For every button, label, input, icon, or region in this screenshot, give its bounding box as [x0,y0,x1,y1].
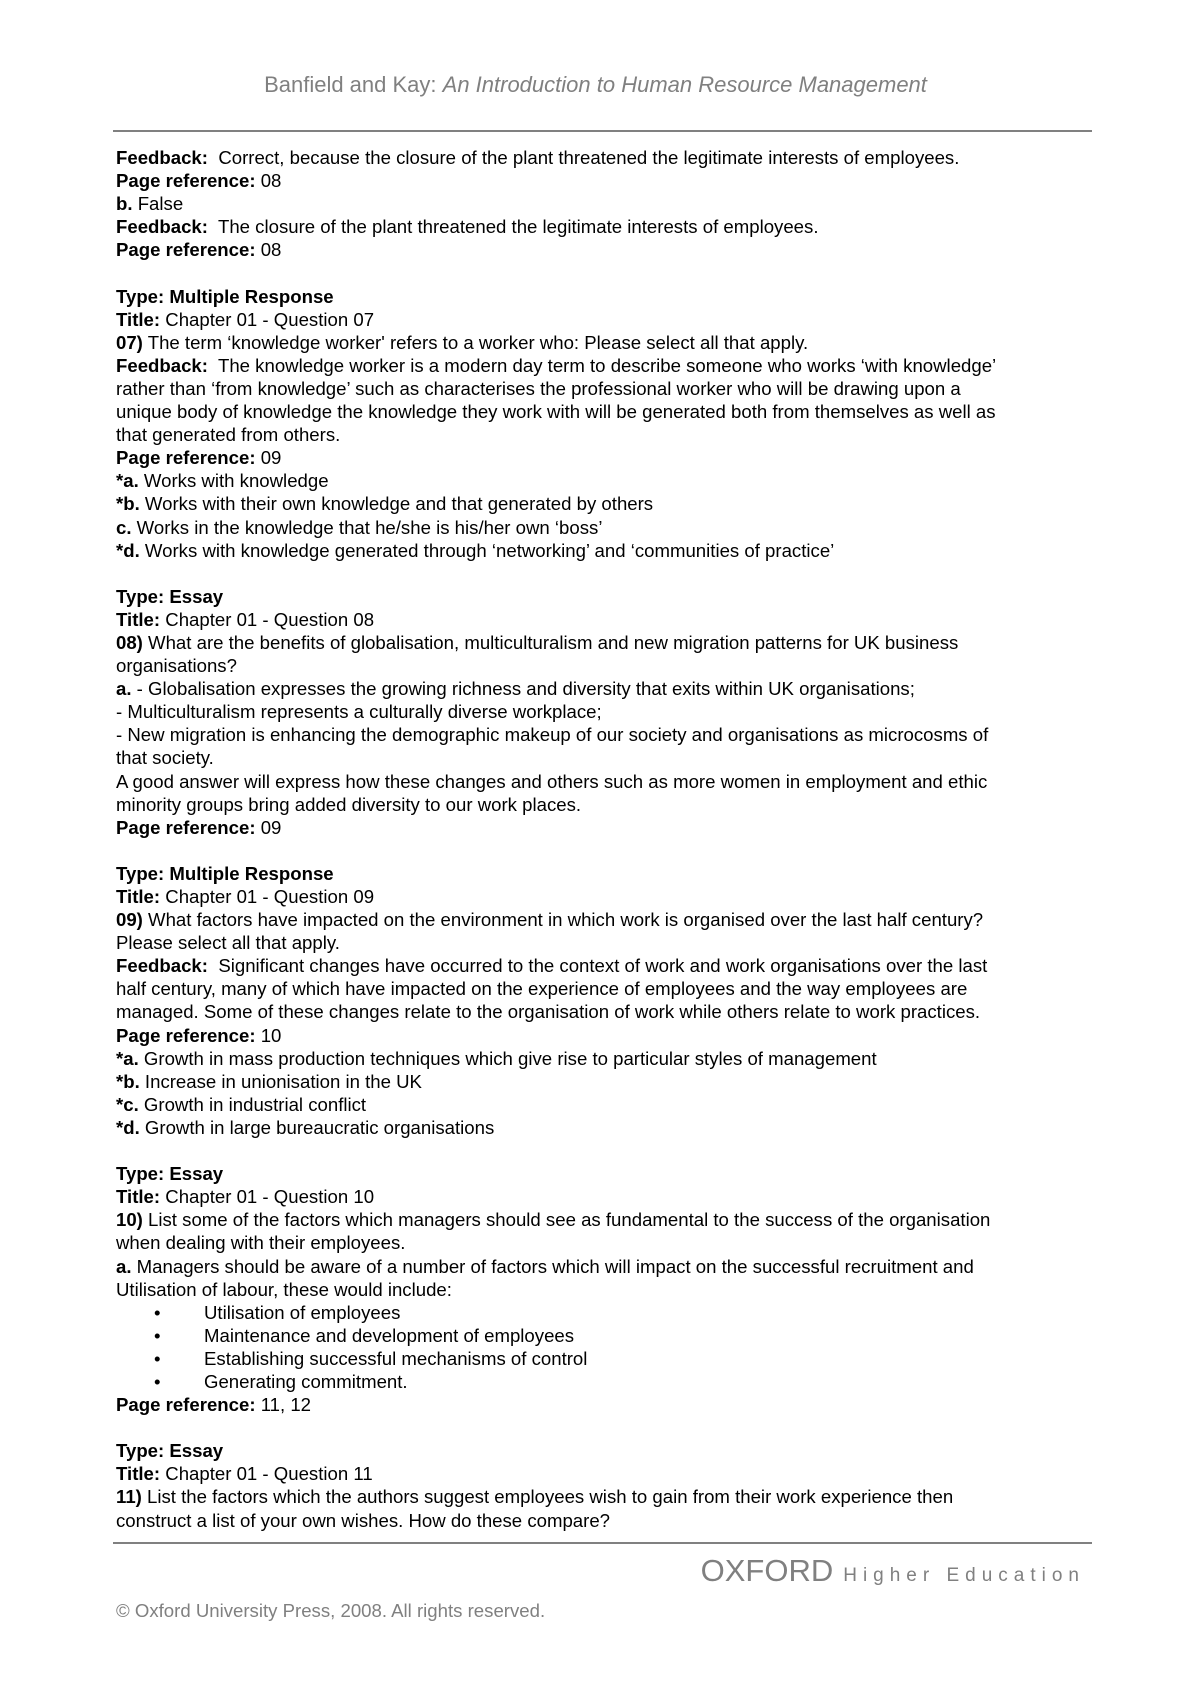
text-line [116,446,1096,469]
line-label: 08) [116,631,143,653]
text-line [116,631,1096,654]
line-label: 07) [116,331,143,353]
line-label: Page reference: [116,447,256,469]
text-line [116,977,1096,1000]
blank-line [116,562,1096,585]
line-text: Chapter 01 - Question 09 [160,886,375,907]
bullet-icon: • [154,1370,161,1392]
line-label: *b. [116,1070,140,1092]
line-text: when dealing with their employees. [116,1232,406,1254]
copyright-notice: © Oxford University Press, 2008. All rights reserved. [116,1600,546,1621]
line-text: Chapter 01 - Question 08 [160,608,375,630]
line-label: a. [116,1255,132,1277]
line-label: Type: Essay [116,1163,224,1185]
line-text: Utilisation of labour, these would include: [116,1278,452,1300]
line-label: Type: Multiple Response [116,862,334,884]
line-label: *a. [116,470,139,492]
text-line [116,1439,1096,1462]
line-text: Works in the knowledge that he/she is his/her own ‘boss’ [131,516,603,538]
line-text: Chapter 01 - Question 07 [160,308,375,330]
line-text: 08 [255,170,282,192]
text-line [116,238,1096,261]
line-text: 08 [255,239,282,261]
line-label: 09) [116,909,143,931]
line-text: Growth in industrial conflict [138,1093,367,1115]
text-line [116,1185,1096,1208]
text-line [116,677,1096,700]
text-line [116,169,1096,192]
line-text: Increase in unionisation in the UK [139,1070,422,1092]
text-line [116,1208,1096,1231]
document-body [116,146,1096,1532]
line-text: List the factors which the authors suggest employees wish to gain from their work experience then [141,1486,954,1508]
line-label: Page reference: [116,170,256,192]
line-label: Page reference: [116,239,256,261]
line-text: Chapter 01 - Question 10 [160,1186,375,1208]
text-line [116,1255,1096,1278]
text-line [116,816,1096,839]
line-text: What factors have impacted on the environment in which work is organised over the last half century? [142,909,984,931]
text-line [116,492,1096,515]
text-line [116,1093,1096,1116]
text-line [116,608,1096,631]
text-line [116,1485,1096,1508]
running-header [0,72,1191,98]
text-line [116,1000,1096,1023]
bullet-icon: • [154,1347,161,1369]
line-label: Feedback: [116,147,208,168]
header-authors: Banfield and Kay: [264,72,443,97]
text-line [116,285,1096,308]
line-label: Feedback: [116,216,208,238]
line-text: Growth in large bureaucratic organisations [139,1116,495,1138]
line-text: managed. Some of these changes relate to the organisation of work while others relate to work practices. [116,1001,981,1023]
line-text: rather than ‘from knowledge’ such as characterises the professional worker who will be drawing upon a [116,377,961,399]
header-book-title: An Introduction to Human Resource Management [442,72,927,97]
line-text: The closure of the plant threatened the legitimate interests of employees. [207,216,819,238]
line-label: *a. [116,1047,139,1069]
line-label: Title: [116,308,161,330]
text-line [116,1231,1096,1254]
text-line [116,1070,1096,1093]
line-label: Type: Essay [116,1440,224,1462]
header-divider [113,130,1092,132]
line-text: Growth in mass production techniques which give rise to particular styles of management [138,1047,877,1069]
blank-line [116,1139,1096,1162]
line-label: 11) [116,1486,142,1508]
text-line [116,654,1096,677]
line-label: Title: [116,1186,161,1208]
blank-line [116,839,1096,862]
line-text: Works with knowledge [138,470,329,492]
line-text: 10 [255,1024,282,1046]
line-label: Page reference: [116,1394,256,1416]
text-line [116,885,1096,908]
text-line [116,1162,1096,1185]
line-label: Page reference: [116,1024,256,1046]
text-line [116,793,1096,816]
line-text: Utilisation of employees [204,1301,401,1323]
text-line [116,469,1096,492]
line-label: *b. [116,493,140,515]
text-line [116,423,1096,446]
line-text: False [132,193,184,215]
line-label: b. [116,193,133,215]
text-line [116,377,1096,400]
text-line [116,723,1096,746]
text-line [116,1047,1096,1070]
text-line [116,770,1096,793]
line-text: - Globalisation expresses the growing richness and diversity that exits within UK organisations; [131,678,915,700]
line-text: that generated from others. [116,424,341,446]
line-text: Works with knowledge generated through ‘networking’ and ‘communities of practice’ [139,539,835,561]
line-label: Feedback: [116,354,208,376]
text-line [116,1393,1096,1416]
bullet-item [116,1301,1096,1324]
text-line [116,331,1096,354]
text-line [116,192,1096,215]
line-label: Type: Multiple Response [116,285,334,307]
line-text: Maintenance and development of employees [204,1324,575,1346]
line-text: List some of the factors which managers should see as fundamental to the success of the organisation [142,1209,991,1231]
bullet-item [116,1347,1096,1370]
line-text: Works with their own knowledge and that generated by others [139,493,654,515]
line-label: a. [116,678,132,700]
line-text: half century, many of which have impacted on the experience of employees and the way employees are [116,978,968,1000]
line-text: 09 [255,816,282,838]
line-text: minority groups bring added diversity to our work places. [116,793,582,815]
line-text: Establishing successful mechanisms of control [204,1347,588,1369]
text-line [116,354,1096,377]
line-text: that society. [116,747,214,769]
text-line [116,1509,1096,1532]
line-text: What are the benefits of globalisation, multiculturalism and new migration patterns for UK business [142,631,959,653]
text-line [116,308,1096,331]
blank-line [116,1416,1096,1439]
line-text: Managers should be aware of a number of factors which will impact on the successful recruitment and [131,1255,974,1277]
line-text: Generating commitment. [204,1370,408,1392]
line-text: unique body of knowledge the knowledge they work with will be generated both from themselves as well as [116,401,996,423]
line-text: 09 [255,447,282,469]
line-text: organisations? [116,655,237,677]
line-label: Type: Essay [116,585,224,607]
text-line [116,585,1096,608]
line-text: Chapter 01 - Question 11 [160,1463,373,1485]
text-line [116,954,1096,977]
line-text: - New migration is enhancing the demographic makeup of our society and organisations as microcosms of [116,724,989,746]
text-line [116,1278,1096,1301]
text-line [116,746,1096,769]
line-label: *d. [116,1116,140,1138]
bullet-item [116,1324,1096,1347]
line-text: - Multiculturalism represents a culturally diverse workplace; [116,701,602,723]
line-label: Page reference: [116,816,256,838]
line-label: Title: [116,608,161,630]
text-line [116,539,1096,562]
oxford-logo [701,1553,1085,1589]
line-text: The term ‘knowledge worker' refers to a worker who: Please select all that apply. [142,331,809,353]
text-line [116,146,1096,169]
footer-divider [113,1542,1092,1544]
bullet-icon: • [154,1301,161,1323]
logo-main: OXFORD [700,1553,834,1588]
line-label: Title: [116,886,161,907]
bullet-item [116,1370,1096,1393]
text-line [116,400,1096,423]
line-label: *c. [116,1093,139,1115]
blank-line [116,261,1096,284]
text-line [116,1116,1096,1139]
line-text: The knowledge worker is a modern day term to describe someone who works ‘with knowledge’ [207,354,997,376]
line-label: c. [116,516,132,538]
line-text: Correct, because the closure of the plant threatened the legitimate interests of employees. [207,147,960,168]
text-line [116,931,1096,954]
line-label: Title: [116,1463,161,1485]
line-text: construct a list of your own wishes. How do these compare? [116,1509,610,1531]
text-line [116,700,1096,723]
line-text: 11, 12 [255,1394,312,1416]
text-line [116,516,1096,539]
line-text: Significant changes have occurred to the context of work and work organisations over the last [207,955,988,977]
text-line [116,908,1096,931]
line-label: Feedback: [116,955,208,977]
logo-sub: Higher Education [843,1565,1085,1586]
line-text: Please select all that apply. [116,932,340,954]
line-text: A good answer will express how these changes and others such as more women in employment and ethic [116,770,988,792]
text-line [116,1024,1096,1047]
text-line [116,215,1096,238]
text-line [116,862,1096,885]
bullet-icon: • [154,1324,161,1346]
line-label: *d. [116,539,140,561]
text-line [116,1462,1096,1485]
line-label: 10) [116,1209,143,1231]
